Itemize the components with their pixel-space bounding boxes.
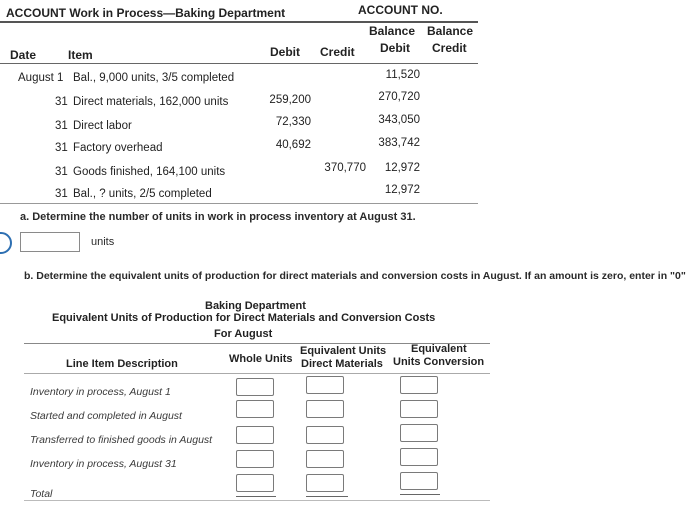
- row-date: 31: [55, 188, 68, 200]
- dm-units-input[interactable]: [306, 426, 344, 444]
- row-date: 31: [55, 96, 68, 108]
- total-rule: [400, 494, 440, 495]
- balance-header-2: Balance: [427, 24, 474, 38]
- row-item: Direct labor: [73, 120, 132, 132]
- row-date: 31: [55, 142, 68, 154]
- col-eq-dm-1: Equivalent Units: [300, 345, 387, 357]
- row-balance-debit: 12,972: [384, 184, 420, 196]
- line-item-label: Started and completed in August: [30, 410, 182, 422]
- total-rule: [306, 496, 348, 497]
- conversion-units-input[interactable]: [400, 424, 438, 442]
- balance-credit-header: Credit: [432, 41, 467, 55]
- table-title-period: For August: [214, 328, 273, 340]
- date-header: Date: [10, 48, 37, 62]
- account-title: ACCOUNT Work in Process—Baking Department: [6, 6, 286, 20]
- row-credit: 370,770: [324, 162, 366, 174]
- row-balance-debit: 12,972: [384, 162, 420, 174]
- table-bottom-rule: [24, 500, 490, 501]
- row-balance-debit: 11,520: [385, 69, 420, 81]
- table-title-dept: Baking Department: [205, 300, 306, 312]
- line-item-label: Inventory in process, August 1: [30, 386, 171, 398]
- whole-units-input[interactable]: [236, 450, 274, 468]
- whole-units-input[interactable]: [236, 400, 274, 418]
- col-eq-dm-2: Direct Materials: [301, 358, 383, 370]
- whole-units-input[interactable]: [236, 474, 274, 492]
- row-balance-debit: 383,742: [378, 137, 420, 149]
- row-item: Factory overhead: [73, 142, 163, 154]
- part-a-question: a. Determine the number of units in work in process inventory at August 31.: [20, 211, 416, 223]
- dm-units-input[interactable]: [306, 450, 344, 468]
- col-line-item: Line Item Description: [66, 358, 178, 370]
- col-eq-conv-2: Units Conversion: [393, 356, 485, 368]
- balance-debit-header: Debit: [380, 41, 410, 55]
- table-title-main: Equivalent Units of Production for Direct Materials and Conversion Costs: [52, 312, 436, 324]
- units-label: units: [91, 236, 115, 248]
- row-debit: 40,692: [275, 139, 311, 151]
- line-item-label: Transferred to finished goods in August: [30, 434, 213, 446]
- units-input[interactable]: [20, 232, 80, 252]
- row-item: Goods finished, 164,100 units: [73, 166, 226, 178]
- line-item-label: Inventory in process, August 31: [30, 458, 177, 470]
- row-debit: 259,200: [269, 94, 311, 106]
- row-balance-debit: 343,050: [378, 114, 420, 126]
- col-eq-conv-1: Equivalent: [411, 343, 467, 355]
- answer-marker-icon: [0, 232, 12, 254]
- account-no-label: ACCOUNT NO.: [358, 3, 443, 17]
- conversion-units-input[interactable]: [400, 448, 438, 466]
- total-rule: [236, 496, 276, 497]
- debit-header: Debit: [270, 45, 300, 59]
- ledger-bottom-rule: [0, 203, 478, 204]
- balance-header: Balance: [369, 24, 416, 38]
- conversion-units-input[interactable]: [400, 400, 438, 418]
- header-divider: [0, 63, 478, 64]
- table-header-rule: [24, 373, 490, 374]
- part-b-question: b. Determine the equivalent units of production for direct materials and conversion costs in August. If an amount is zero, enter in "0": [24, 270, 686, 282]
- row-item: Direct materials, 162,000 units: [73, 96, 229, 108]
- credit-header: Credit: [320, 45, 355, 59]
- line-item-label-total: Total: [30, 488, 53, 500]
- row-debit: 72,330: [275, 116, 311, 128]
- col-whole-units: Whole Units: [229, 353, 293, 365]
- dm-units-input[interactable]: [306, 474, 344, 492]
- conversion-units-input[interactable]: [400, 376, 438, 394]
- row-date: 31: [55, 166, 68, 178]
- conversion-units-input[interactable]: [400, 472, 438, 490]
- row-date: 31: [55, 120, 68, 132]
- row-date: August 1: [18, 72, 64, 84]
- dm-units-input[interactable]: [306, 400, 344, 418]
- row-item: Bal., ? units, 2/5 completed: [73, 188, 212, 200]
- title-divider: [0, 21, 478, 23]
- row-balance-debit: 270,720: [378, 91, 420, 103]
- dm-units-input[interactable]: [306, 376, 344, 394]
- row-item: Bal., 9,000 units, 3/5 completed: [73, 72, 235, 84]
- whole-units-input[interactable]: [236, 426, 274, 444]
- whole-units-input[interactable]: [236, 378, 274, 396]
- item-header: Item: [68, 48, 93, 62]
